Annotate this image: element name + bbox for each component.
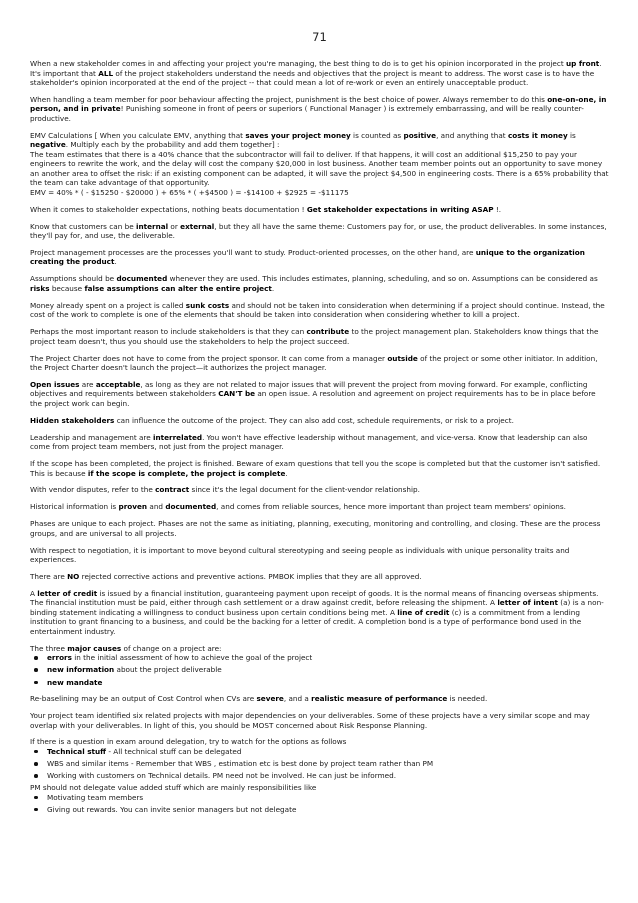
bold-text: documented — [116, 274, 168, 284]
bold-text: negative — [30, 140, 66, 150]
list-item — [30, 759, 609, 769]
paragraph — [30, 485, 609, 495]
bold-text: Open issues — [30, 379, 80, 389]
text-run: Leadership and management are — [30, 432, 153, 442]
text-run: Phases are unique to each project. Phases are not the same as initiating, planning, executing, monitoring and controlling, and closing. These are the process groups, and are universal to all projects. — [30, 519, 601, 538]
bold-text: Technical stuff — [47, 746, 107, 756]
bold-text: realistic measure of performance — [311, 694, 448, 704]
text-run: Working with customers on Technical details. PM need not be involved. He can just be informed. — [47, 771, 397, 781]
paragraph — [30, 301, 609, 320]
list-item — [30, 771, 609, 781]
text-run: With respect to negotiation, it is important to move beyond cultural stereotyping and seeing people as individuals with unique personality traits and experiences. — [30, 545, 570, 565]
paragraph — [30, 59, 609, 88]
tail-paragraph-list — [30, 694, 609, 730]
list-item — [30, 653, 609, 663]
text-run: is counted as — [350, 130, 404, 140]
text-run: . — [271, 283, 275, 293]
delegation-list-2 — [30, 793, 609, 815]
bold-text: Get stakeholder expectations in writing ASAP — [306, 204, 494, 214]
text-run: Money already spent on a project is called — [30, 300, 186, 310]
text-run: , and a — [283, 694, 312, 704]
text-run: When it comes to stakeholder expectations, nothing beats documentation ! — [30, 204, 307, 214]
text-run: With vendor disputes, refer to the — [30, 485, 156, 495]
text-run: Your project team identified six related projects with major dependencies on your deliverables. Some of these projects have a very similar scope and may overlap with your deliverables. In light of this, you should be MOST concerned about Risk Response Planning. — [30, 711, 590, 730]
text-run: Know that customers can be — [30, 221, 136, 231]
paragraph — [30, 572, 609, 582]
bold-text: letter of intent — [497, 598, 558, 608]
change-causes-list — [30, 653, 609, 687]
text-run: an open issue. A resolution and agreement on project requirements has to be in place before the project work can begin. — [30, 389, 596, 408]
text-run: about the project deliverable — [114, 665, 222, 675]
text-run: is — [567, 130, 576, 140]
delegation-note — [30, 783, 609, 793]
bold-text: one-on-one, in person, and in private — [30, 94, 607, 114]
text-run: PM should not delegate value added stuff which are mainly responsibilities like — [30, 783, 317, 793]
paragraph — [30, 205, 609, 215]
bold-text: contract — [155, 485, 190, 495]
text-run: The three — [30, 643, 68, 653]
text-run: and — [147, 502, 166, 512]
page-content — [30, 59, 609, 814]
list-item — [30, 805, 609, 815]
bold-text: saves your project money — [245, 130, 351, 140]
text-run: , and anything that — [436, 130, 508, 140]
bold-text: sunk costs — [185, 300, 230, 310]
paragraph — [30, 354, 609, 373]
paragraph — [30, 546, 609, 565]
text-run: . Multiply each by the probability and add them together] : — [65, 140, 280, 150]
text-run: A — [30, 588, 38, 598]
paragraph — [30, 433, 609, 452]
bold-text: line of credit — [397, 607, 450, 617]
bold-text: up front — [566, 59, 600, 68]
text-run: Project management processes are the processes you'll want to study. Product-oriented processes, on the other hand, are — [30, 247, 476, 257]
text-run: . It's important that — [30, 59, 602, 78]
change-causes-intro — [30, 644, 609, 654]
delegation-list — [30, 747, 609, 781]
bold-text: Hidden stakeholders — [30, 415, 115, 425]
text-run: - All technical stuff can be delegated — [106, 746, 242, 756]
delegation-intro — [30, 737, 609, 747]
text-run: There are — [30, 572, 68, 582]
text-run: rejected corrective actions and preventive actions. PMBOK implies that they are all approved. — [79, 572, 422, 582]
bold-text: risks — [30, 283, 50, 293]
text-run: Re-baselining may be an output of Cost Control when CVs are — [30, 694, 257, 704]
paragraph — [30, 380, 609, 409]
text-run: . — [285, 468, 288, 478]
text-run: , and comes from reliable sources, hence more important than project team members' opinions. — [216, 502, 566, 512]
text-run: The team estimates that there is a 40% chance that the subcontractor will fail to deliver. If that happens, it will cost an additional $15,250 to pay your engineers to rewrite the work, and the delay will cost the company $20,000 in lost business. Another team member points out an opportunity to save money an another area to offset the risk: if an existing component can be adapted, it will save the project $4,500 in engineering costs. There is a 65% probability that the team can take advantage of that opportunity. — [30, 149, 609, 188]
text-run: and should not be taken into consideration when determining if a project should continue. Instead, the cost of the work to complete is one of the elements that should be taken into consideration when considering whether to kill a project. — [30, 300, 605, 320]
text-run: If the scope has been completed, the project is finished. Beware of exam questions that tell you the scope is completed but that the customer isn't satisfied. This is because — [30, 459, 601, 478]
paragraph — [30, 416, 609, 426]
page-number: 71 — [312, 30, 327, 44]
text-run: of the project stakeholders understand the needs and objectives that the project is meant to address. The worst case is to have the stakeholder's opinion incorporated at the end of the project -- that could mean a lot of re-work or even an entirely unacceptable product. — [30, 68, 595, 87]
text-run: WBS and similar items - Remember that WBS , estimation etc is best done by project team rather than PM — [47, 759, 434, 769]
bold-text: unique to the organization creating the product — [30, 247, 585, 267]
paragraph — [30, 131, 609, 198]
paragraph — [30, 519, 609, 538]
text-run: of change on a project are: — [121, 643, 222, 653]
text-run: Giving out rewards. You can invite senior managers but not delegate — [47, 804, 297, 814]
bold-text: false assumptions can alter the entire project — [84, 283, 272, 293]
bold-text: severe — [256, 694, 284, 704]
list-item — [30, 793, 609, 803]
text-run: ! Punishing someone in front of peers or superiors ( Functional Manager ) is extremely embarrassing, and will be really counter-productive. — [30, 104, 584, 123]
text-run: . — [114, 257, 117, 267]
paragraph — [30, 248, 609, 267]
paragraph — [30, 274, 609, 293]
bold-text: new information — [47, 665, 115, 675]
text-run: . You won't have effective leadership without management, and vice-versa. Know that leadership can also come from project team members, not just from the project manager. — [30, 432, 588, 452]
bold-text: errors — [47, 653, 72, 663]
paragraph — [30, 95, 609, 124]
bold-text: internal — [135, 221, 169, 231]
bold-text: interrelated — [153, 432, 203, 442]
paragraph — [30, 222, 609, 241]
paragraph — [30, 502, 609, 512]
text-run: EMV Calculations [ When you calculate EMV, anything that — [30, 130, 246, 140]
text-run: since it's the legal document for the client-vendor relationship. — [189, 485, 420, 495]
list-item — [30, 678, 609, 688]
paragraph — [30, 459, 609, 478]
text-run: in the initial assessment of how to achieve the goal of the project — [71, 653, 313, 663]
bold-text: acceptable — [95, 379, 141, 389]
text-run: or — [168, 221, 181, 231]
paragraph — [30, 327, 609, 346]
text-run: is needed. — [447, 694, 488, 704]
delegation-section — [30, 737, 609, 814]
paragraph — [30, 694, 609, 704]
text-run: When handling a team member for poor behaviour affecting the project, punishment is the best choice of power. Always remember to do this — [30, 94, 548, 104]
bold-text: positive — [403, 130, 437, 140]
bold-text: CAN'T be — [218, 389, 256, 399]
bold-text: letter of credit — [37, 588, 98, 598]
text-run: whenever they are used. This includes estimates, planning, scheduling, and so on. Assumptions can be considered as — [167, 274, 598, 284]
change-causes-section — [30, 644, 609, 694]
text-run: to the project management plan. Stakeholders know things that the project team doesn't, thus you should use the stakeholders to help the project succeed. — [30, 327, 599, 346]
bold-text: proven — [118, 502, 148, 512]
bold-text: outside — [387, 353, 418, 363]
bold-text: documented — [165, 502, 217, 512]
bold-text: NO — [67, 572, 80, 582]
text-run: of the project or some other initiator. In addition, the Project Charter doesn't launch the project—it authorizes the project manager. — [30, 353, 598, 373]
text-run: Perhaps the most important reason to include stakeholders is that they can — [30, 327, 307, 337]
list-item — [30, 747, 609, 757]
paragraph — [30, 711, 609, 730]
bold-text: contribute — [306, 327, 350, 337]
bold-text: ALL — [98, 68, 114, 78]
paragraph — [30, 589, 609, 637]
text-run: Motivating team members — [47, 792, 144, 802]
text-run: If there is a question in exam around delegation, try to watch for the options as follows — [30, 737, 347, 747]
text-run: , as long as they are not related to major issues that will prevent the project from moving forward. For example, conflicting objectives and requirements between stakeholders — [30, 379, 588, 399]
text-run: The Project Charter does not have to come from the project sponsor. It can come from a manager — [30, 353, 388, 363]
bold-text: external — [180, 221, 215, 231]
text-run: Assumptions should be — [30, 274, 117, 284]
text-run: is issued by a financial institution, guaranteeing payment upon receipt of goods. It is the normal means of financing overseas shipments. The financial institution must be paid, either through cash settlement or a draw against credit, before releasing the shipment. A — [30, 588, 599, 608]
bold-text: costs it money — [507, 130, 568, 140]
text-run: When a new stakeholder comes in and affecting your project you're managing, the best thing to do is to get his opinion incorporated in the project — [30, 59, 566, 68]
bold-text: if the scope is complete, the project is complete — [87, 468, 286, 478]
paragraph-list — [30, 59, 609, 636]
text-run: are — [79, 379, 96, 389]
text-run: can influence the outcome of the project. They can also add cost, schedule requirements, or risk to a project. — [114, 415, 514, 425]
text-run: !. — [493, 204, 502, 214]
text-run: because — [49, 283, 85, 293]
bold-text: new mandate — [47, 677, 103, 687]
list-item — [30, 665, 609, 675]
text-run: (a) is a non-binding statement indicating a willingness to conduct business upon certain conditions being met. A — [30, 598, 604, 617]
bold-text: major causes — [67, 643, 122, 653]
text-run: EMV = 40% * ( - $15250 - $20000 ) + 65% * ( +$4500 ) = -$14100 + $2925 = -$11175 — [30, 187, 349, 197]
text-run: (c) is a commitment from a lending institution to grant financing to a business, and could be the backing for a letter of credit. A completion bond is a type of performance bond used in the entertainment industry. — [30, 607, 582, 636]
text-run: , but they all have the same theme: Customers pay for, or use, the product deliverables. In some instances, they'll pay for, and use, the deliverable. — [30, 221, 607, 241]
text-run: Historical information is — [30, 502, 119, 512]
